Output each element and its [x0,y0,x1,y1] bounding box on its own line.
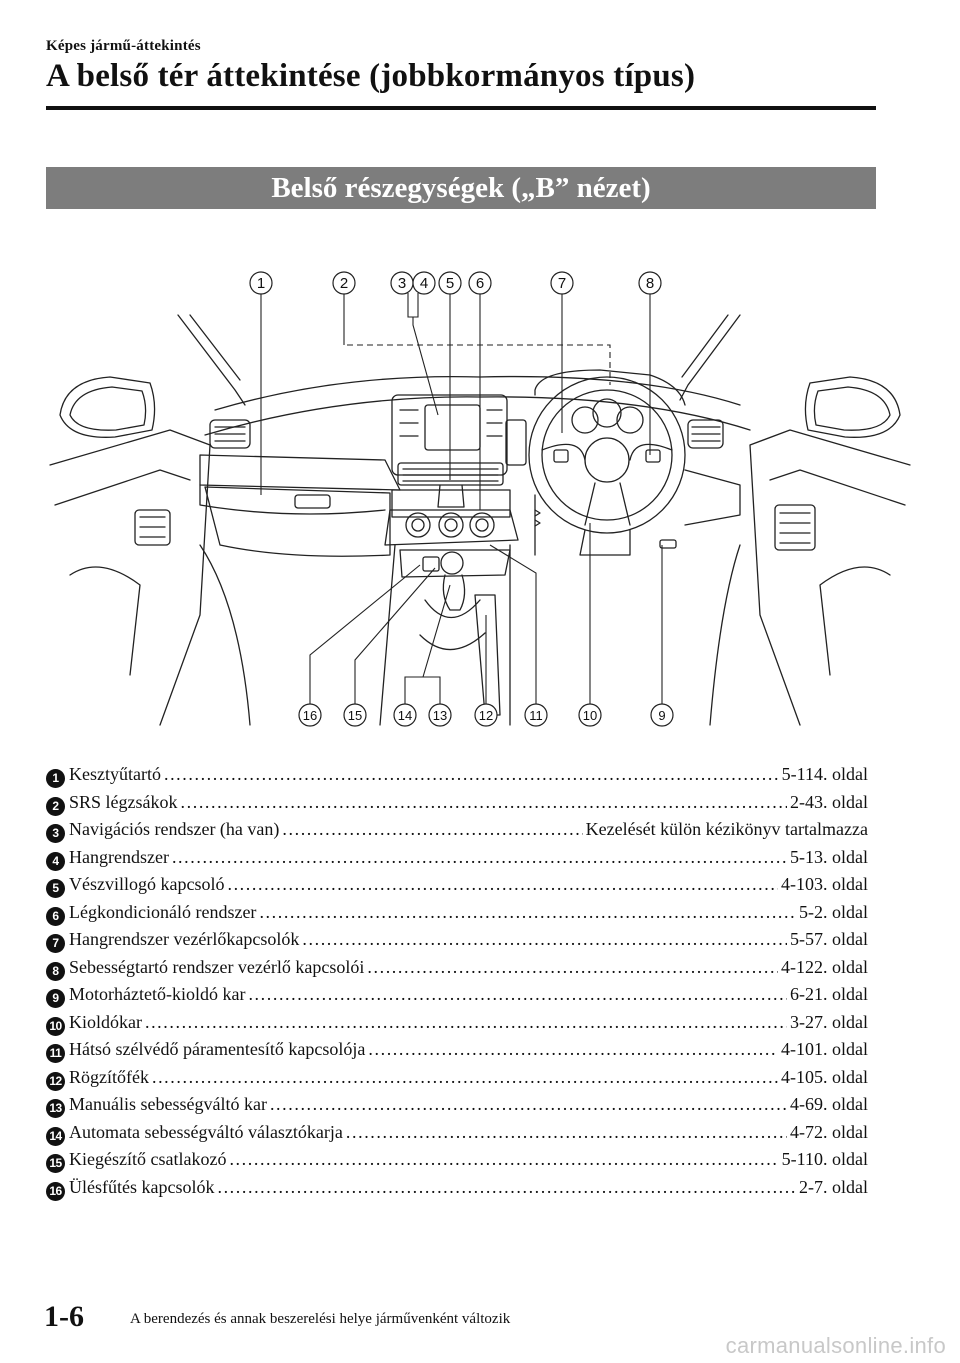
dot-leader [259,899,796,927]
page-reference: 5-110. oldal [781,1149,868,1169]
legend-item [46,761,868,789]
number-badge: 4 [46,852,65,871]
page-reference: 4-103. oldal [781,874,868,894]
number-badge: 12 [46,1072,65,1091]
number-badge: 3 [46,824,65,843]
interior-illustration [40,255,920,735]
item-label: Hangrendszer vezérlőkapcsolók [69,929,300,949]
callout-4 [413,272,435,294]
item-label: Légkondicionáló rendszer [69,901,257,922]
number-badge: 15 [46,1154,65,1173]
callout-15 [344,704,366,726]
page-reference: 3-27. oldal [790,1011,868,1032]
item-label: Kiegészítő csatlakozó [69,1149,227,1169]
number-badge: 10 [46,1017,65,1036]
item-label: Hangrendszer [69,846,169,867]
dot-leader [227,871,778,899]
legend-item [46,899,868,927]
item-label: Manuális sebességváltó kar [69,1094,267,1114]
item-label: Motorháztető-kioldó kar [69,984,246,1004]
item-label: Kesztyűtartó [69,764,161,784]
number-badge: 1 [46,769,65,788]
page-reference: 2-7. oldal [799,1176,868,1197]
svg-text:15: 15 [347,708,363,723]
svg-text:16: 16 [302,708,318,723]
number-badge: 5 [46,879,65,898]
number-badge: 2 [46,797,65,816]
callout-2 [333,272,355,294]
page-reference: Kezelését külön kézikönyv tartalmazza [585,819,868,839]
legend-item [46,1146,868,1174]
page-reference: 4-72. oldal [790,1121,868,1142]
number-badge: 9 [46,989,65,1008]
section-banner: Belső részegységek („B” nézet) [46,167,876,209]
svg-text:4: 4 [419,275,429,292]
svg-text:11: 11 [529,708,543,723]
callout-11 [525,704,547,726]
callout-6 [469,272,491,294]
dot-leader [346,1119,787,1147]
page-reference: 4-105. oldal [781,1066,868,1087]
number-badge: 16 [46,1182,65,1201]
callout-12 [475,704,497,726]
item-label: Hátsó szélvédő páramentesítő kapcsolója [69,1039,366,1059]
svg-text:8: 8 [645,275,655,292]
number-badge: 14 [46,1127,65,1146]
page-reference: 4-101. oldal [781,1039,868,1059]
footer-note: A berendezés és annak beszerelési helye járművenként változik [130,1311,511,1327]
callout-7 [551,272,573,294]
number-badge: 6 [46,907,65,926]
number-badge: 7 [46,934,65,953]
svg-text:14: 14 [397,708,413,723]
legend-item [46,789,868,817]
legend-item [46,926,868,954]
callout-8 [639,272,661,294]
legend-item [46,844,868,872]
parking-brake [475,595,500,715]
right-mirror [805,377,900,437]
dot-leader [152,1064,778,1092]
legend-item [46,981,868,1009]
item-label: SRS légzsákok [69,791,178,812]
legend-item [46,816,868,844]
svg-text:12: 12 [478,708,494,723]
legend-list [46,761,868,1201]
item-label: Ülésfűtés kapcsolók [69,1176,215,1197]
left-mirror [60,377,155,437]
page-reference: 4-122. oldal [781,956,868,977]
dot-leader [368,1036,778,1064]
dot-leader [172,844,787,872]
item-label: Sebességtartó rendszer vezérlő kapcsolói [69,956,365,977]
steering-wheel [529,377,685,533]
item-label: Automata sebességváltó választókarja [69,1121,343,1142]
page-number: 1-6 [44,1300,84,1333]
svg-text:7: 7 [557,275,567,292]
breadcrumb: Képes jármű-áttekintés [46,38,201,54]
item-label: Rögzítőfék [69,1066,149,1087]
svg-text:3: 3 [397,275,407,292]
legend-item [46,871,868,899]
dot-leader [145,1009,787,1037]
number-badge: 8 [46,962,65,981]
dot-leader [217,1174,796,1202]
page-reference: 5-57. oldal [790,929,868,949]
page-reference: 5-13. oldal [790,846,868,867]
dot-leader [164,761,779,789]
page-reference: 5-2. oldal [799,901,868,922]
page-reference: 4-69. oldal [790,1094,868,1114]
callout-16 [299,704,321,726]
item-label: Kioldókar [69,1011,142,1032]
dot-leader [181,789,787,817]
callout-9 [651,704,673,726]
page-reference: 2-43. oldal [790,791,868,812]
glove-box [205,487,390,556]
callout-5 [439,272,461,294]
right-a-pillar [680,315,740,400]
dot-leader [282,816,582,844]
legend-item [46,1119,868,1147]
watermark: carmanualsonline.info [725,1333,946,1358]
legend-item [46,1091,868,1119]
svg-text:10: 10 [582,708,598,723]
page-reference: 6-21. oldal [790,984,868,1004]
dot-leader [367,954,778,982]
svg-text:6: 6 [475,275,485,292]
page-reference: 5-114. oldal [781,764,868,784]
legend-item [46,1174,868,1202]
number-badge: 11 [46,1044,65,1063]
title-rule [46,106,876,110]
dot-leader [302,926,787,954]
callout-1 [250,272,272,294]
legend-item [46,1009,868,1037]
callout-10 [579,704,601,726]
callout-13 [429,704,451,726]
dot-leader [229,1146,778,1174]
svg-text:13: 13 [432,708,448,723]
svg-text:1: 1 [256,275,266,292]
shift-lever [443,575,464,610]
legend-item [46,954,868,982]
item-label: Vészvillogó kapcsoló [69,874,225,894]
dot-leader [248,981,787,1009]
dot-leader [270,1091,787,1119]
callout-3 [391,272,413,294]
item-label: Navigációs rendszer (ha van) [69,819,280,839]
legend-item [46,1036,868,1064]
page-title: A belső tér áttekintése (jobbkormányos típus) [46,58,696,94]
svg-text:5: 5 [445,275,455,292]
legend-item [46,1064,868,1092]
number-badge: 13 [46,1099,65,1118]
svg-text:9: 9 [658,708,666,723]
left-a-pillar [178,315,245,405]
svg-text:2: 2 [339,275,349,292]
callout-14 [394,704,416,726]
